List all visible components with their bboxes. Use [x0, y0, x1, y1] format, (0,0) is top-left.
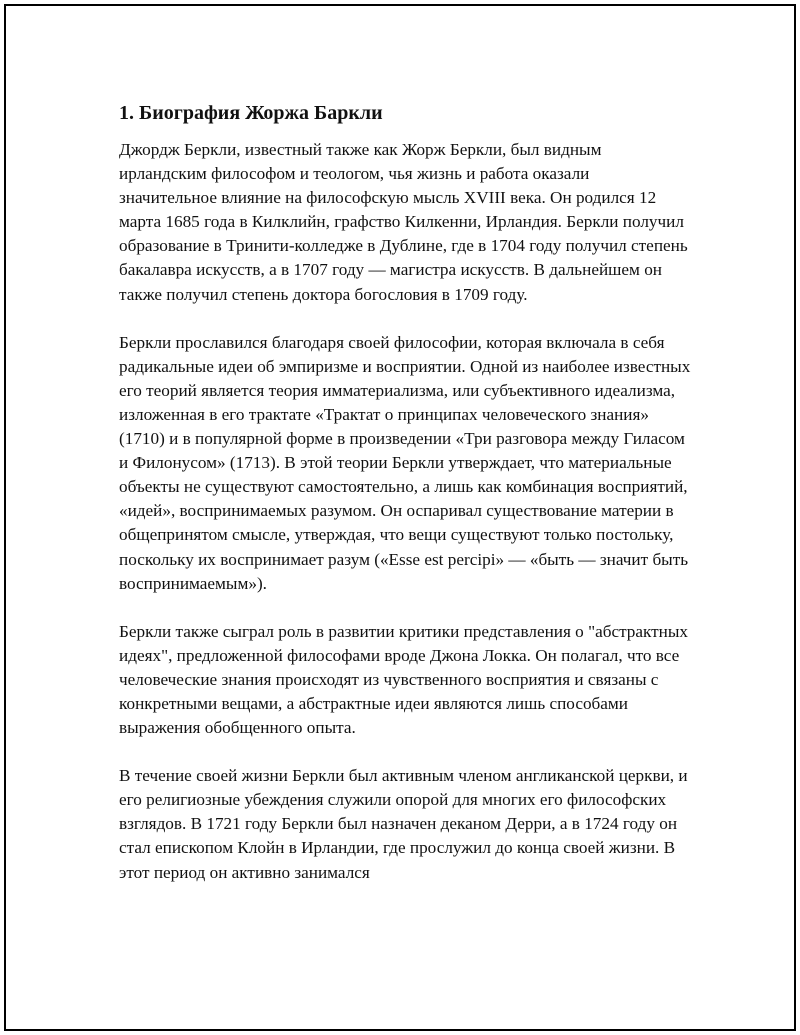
- paragraph-church: В течение своей жизни Беркли был активным членом англиканской церкви, и его религиозные убеждения служили опорой для многих его философских взглядов. В 1721 году Беркли был назначен деканом Дерри, а в 1724 году он стал епископом Клойн в Ирландии, где прослужил до конца своей жизни. В этот период он активно занимался: [119, 766, 688, 882]
- document-page: [4, 4, 796, 1031]
- section-heading: 1. Биография Жоржа Баркли: [119, 102, 383, 124]
- paragraph-abstract-ideas: Беркли также сыграл роль в развитии критики представления о "абстрактных идеях", предложенной философами вроде Джона Локка. Он полагал, что все человеческие знания происходят из чувственного восприятия и связаны с конкретными вещами, а абстрактные идеи являются лишь способами выражения обобщенного опыта.: [119, 621, 689, 738]
- paragraph-intro: Джордж Беркли, известный также как Жорж Беркли, был видным ирландским философом и теологом, чья жизнь и работа оказали значительное влияние на философскую мысль XVIII века. Он родился 12 марта 1685 года в Килклийн, графство Килкенни, Ирландия. Беркли получил образование в Тринити-колледже в Дублине, где в 1704 году получил степень бакалавра искусств, а в 1707 году — магистра искусств. В дальнейшем он также получил степень доктора богословия в 1709 году.: [119, 140, 688, 304]
- paragraph-philosophy: Беркли прославился благодаря своей философии, которая включала в себя радикальные идеи об эмпиризме и восприятии. Одной из наиболее известных его теорий является теория имматериализма, или субъективного идеализма, изложенная в его трактате «Трактат о принципах человеческого знания» (1710) и в популярной форме в произведении «Три разговора между Гиласом и Филонусом» (1713). В этой теории Беркли утверждает, что материальные объекты не существуют самостоятельно, а лишь как комбинация восприятий, «идей», воспринимаемых разумом. Он оспаривал существование материи в общепринятом смысле, утверждая, что вещи существуют только постольку, поскольку их воспринимает разум («Esse est percipi» — «быть — значит быть воспринимаемым»).: [119, 332, 691, 593]
- document-body: [119, 100, 691, 909]
